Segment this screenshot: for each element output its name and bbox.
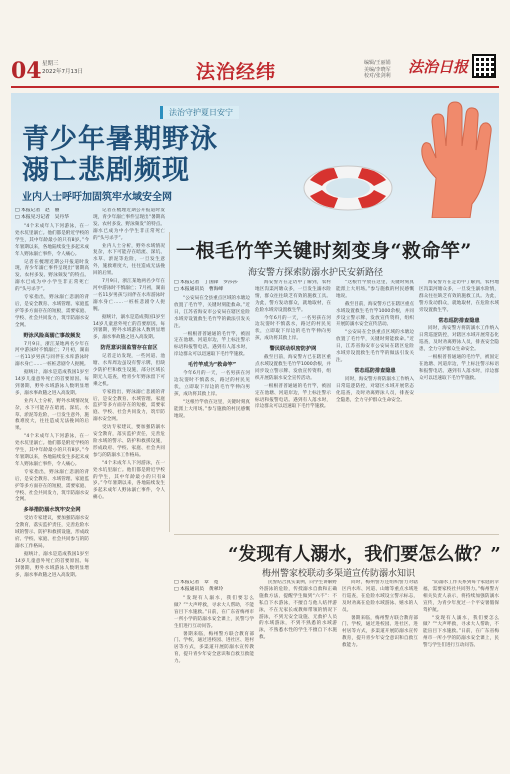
editor-credits (364, 60, 391, 80)
main-subheadline: 业内人士呼吁加固筑牢水域安全网 (22, 192, 172, 203)
column-banner: 法治守护夏日安宁 (160, 106, 239, 119)
paragraph: 记者在梳理近期公开报道时发现，青少年溺亡事件呈现出“暑期高发、农村多发、野泳频发”的特点。溺水已成为中小学生非正常死亡的“头号杀手”。 (15, 259, 89, 293)
subheading: 警民联动织密防护网 (269, 346, 317, 353)
paragraph: 暑期来临，梅州警方联合教育部门、学校，通过进校园、进社区、进村居等方式，多渠道开展防溺水宣传教育，提升青少年安全意识和自救互救能力。 (174, 631, 254, 665)
article2-byline (174, 280, 250, 293)
header-divider (11, 86, 499, 88)
paragraph: 暑期来临，梅州警方联合教育部门、学校，通过进校园、进社区、进村居等方式，多渠道开展防溺水宣传教育，提升青少年安全意识和自救互救能力。 (342, 615, 418, 649)
article3-byline (174, 580, 254, 593)
issue-date (42, 60, 83, 76)
masthead-logo: 法治日报 (408, 58, 469, 76)
paragraph: 7月9日，浙江某地两名少年在河中游泳时不慎溺亡；7月初，湖南一名11岁男孩与同伴在水库游泳时溺水身亡……一桩桩悲剧令人扼腕。 (93, 279, 165, 312)
editor-line: 编辑/王丽娟 (364, 60, 391, 66)
byline-correspondent: □ 本报通讯员 黄翠玲 (174, 586, 224, 592)
paragraph: 专家指出，野泳溺亡悲剧的背后，是安全教育、水域管理、家庭监护等多方面存在的短板，需要家庭、学校、社会共同发力，筑牢防溺水安全网。 (93, 389, 165, 423)
paragraph: 一根根普普通通的毛竹竿，被固定在池塘、河道岸边，竿上标注警示标语和报警电话。遇到有人落水时，岸边群众可以迅速取下毛竹竿施救。 (174, 331, 250, 358)
article3-headline: “发现有人溺水，我们要怎么做？” (228, 544, 501, 565)
article3-subheadline: 梅州警家校联动多渠道宣传防溺水知识 (262, 569, 416, 579)
subheading: 毛竹竿成为“救命竿” (187, 362, 237, 369)
paragraph: “发现有人溺水，我们要怎么做？”“大声呼救，寻求大人帮助，不能盲目下水施救。”日前，在广东省梅州市一所小学的防溺水安全课上，民警与学生们进行互动问答。 (174, 596, 254, 629)
paragraph: “这根竹竿放在这里，关键时刻真能派上大用场。”参与施救的村民感慨地说。 (174, 399, 250, 419)
paragraph: “这根竹竿放在这里，关键时刻真能派上大用场。”参与施救的村民感慨地说。 (336, 280, 414, 299)
paragraph: 据统计，溺水是造成我国1岁至14岁儿童意外死亡的首要原因。每到暑期，野外水域游泳人数明显增多，溺水事故随之进入高发期。 (15, 370, 89, 396)
article1-column-1 (15, 208, 89, 768)
weekday: 星期三 (42, 61, 59, 67)
qr-code-icon (472, 54, 496, 78)
subheading: 常态巡防排查隐患 (438, 317, 480, 324)
paragraph: 民警结合真实案例，向学生讲解野外游泳的危险，传授溺水自救和正确施救方法，提醒学生做到“六不”：不私自下水游泳，不擅自与他人结伴游泳，不在无家长或教师带领的情况下游泳，不到无安全设施、无救护人员的水域游泳，不到不熟悉的水域游泳，不熟悉水性的学生不擅自下水施救。 (259, 580, 337, 641)
paragraph: 同时，海安警方将防溺水工作纳入日常巡逻防控，对辖区水域开展常态化巡查，及时劝离野泳人员，排查安全隐患，全力守护群众生命安全。 (419, 326, 499, 353)
reaching-hand-icon (410, 100, 494, 218)
paragraph: “4个未成年人下河游泳，在一处水坑里溺亡。他们都是附近学校的学生，其中年龄最小的只有8岁。”今年暑期以来，各地陆续发生多起未成年人野泳溺亡事件，令人痛心。 (15, 224, 89, 257)
subheading: 野泳风险高溺亡事故频发 (23, 332, 81, 339)
paragraph: “4个未成年人下河游泳，在一处水坑里溺亡。他们都是附近学校的学生，其中年龄最小的只有8岁。”今年暑期以来，各地陆续发生多起未成年人野泳溺亡事件，令人痛心。 (15, 434, 89, 467)
paragraph: 海安警方在走访中了解到，农村地区沟渠河塘众多，一旦发生溺水险情，群众往往缺乏有效的施救工具。为此，警方发动群众，就地取材，在危险水域旁设置救生竿。 (419, 280, 499, 313)
article3-column-3 (342, 580, 418, 768)
paragraph: 记者走访发现，一些河道、池塘、水库周边虽设有警示牌，但缺少防护栏和救生设施，部分区域长期无人巡查，给青少年野泳留下可乘之机。 (93, 354, 165, 387)
article2-headline: 一根毛竹竿关键时刻变身“救命竿” (176, 240, 472, 262)
byline-correspondent: □ 本报通讯员 曹海峰 (174, 286, 224, 292)
byline-reporter: □ 本报记者 丁国锋 罗莎莎 (174, 280, 238, 285)
article1-column-2 (93, 208, 165, 563)
article3-column-1 (174, 580, 254, 768)
paragraph: “公安局在全县重点区域的水塘边放置了毛竹竿，关键时刻能救命。”近日，江苏省海安市公安局在辖区危险水域旁设置救生毛竹竿的做法引发关注。 (336, 330, 414, 363)
paragraph: 受访专家建议，要加强防溺水安全教育，落实监护责任，完善危险水域的警示、防护和救援设施，形成政府、学校、家庭、社会共同参与的防溺水工作格局。 (15, 516, 89, 549)
column-divider (169, 232, 170, 532)
life-buoy-icon (300, 158, 396, 218)
paragraph: 一根根普普通通的毛竹竿，被固定在池塘、河道岸边，竿上标注警示标语和报警电话。遇到有人落水时，岸边群众可以迅速取下毛竹竿施救。 (255, 383, 331, 410)
paragraph: 专家指出，野泳溺亡悲剧的背后，是安全教育、水域管理、家庭监护等多方面存在的短板，需要家庭、学校、社会共同发力，筑牢防溺水安全网。 (15, 295, 89, 328)
page-header (0, 0, 510, 96)
paragraph: 据统计，溺水是造成我国1岁至14岁儿童意外死亡的首要原因。每到暑期，野外水域游泳人数明显增多，溺水事故随之进入高发期。 (15, 551, 89, 578)
paragraph: 记者在梳理近期公开报道时发现，青少年溺亡事件呈现出“暑期高发、农村多发、野泳频发”的特点。溺水已成为中小学生非正常死亡的“头号杀手”。 (93, 208, 165, 241)
byline-reporter: □ 本报记者 赵 丽 (15, 208, 60, 213)
article2-column-1 (174, 280, 250, 530)
article2-column-2 (255, 280, 331, 530)
article3-column-2 (259, 580, 337, 768)
article1-byline (15, 208, 89, 221)
subheading: 多举措防溺水筑牢安全网 (23, 507, 81, 514)
designer-line: 美编/李晓军 (364, 66, 391, 73)
paragraph: “发现有人溺水，我们要怎么做？”“大声呼救，寻求大人帮助，不能盲目下水施救。”日前，在广东省梅州市一所小学的防溺水安全课上，民警与学生们进行互动问答。 (423, 615, 499, 649)
article2-column-4 (419, 280, 499, 530)
section-title: 法治经纬 (196, 61, 277, 83)
article2-subheadline: 海安警方探索防溺水护民安新路径 (248, 268, 384, 278)
paragraph: “防溺水工作关系到每个家庭的幸福，需要家校社共同努力。”梅州警方相关负责人表示，将持续加强防溺水宣传，为青少年度过一个平安暑假保驾护航。 (423, 580, 499, 613)
paragraph: 业内人士分析，野外水域情况复杂，水下可能存在暗流、深坑、水草、淤泥等危险，一旦发生意外，施救难度大，往往造成无法挽回的后果。 (93, 243, 165, 277)
paragraph: 一根根普普通通的毛竹竿，被固定在池塘、河道岸边，竿上标注警示标语和报警电话。遇到有人落水时，岸边群众可以迅速取下毛竹竿施救。 (419, 355, 499, 381)
paragraph: “公安局在全县重点区域的水塘边放置了毛竹竿，关键时刻能救命。”近日，江苏省海安市公安局在辖区危险水域旁设置救生毛竹竿的做法引发关注。 (174, 296, 250, 329)
paragraph: 专家指出，野泳溺亡悲剧的背后，是安全教育、水域管理、家庭监护等多方面存在的短板，需要家庭、学校、社会共同发力，筑牢防溺水安全网。 (15, 469, 89, 503)
byline-reporter: □ 本报记者 章 宽 (174, 580, 219, 585)
paragraph: 受访专家建议，要加强防溺水安全教育，落实监护责任，完善危险水域的警示、防护和救援设施，形成政府、学校、家庭、社会共同参与的防溺水工作格局。 (93, 425, 165, 458)
paragraph: 业内人士分析，野外水域情况复杂，水下可能存在暗流、深坑、水草、淤泥等危险，一旦发生意外，施救难度大，往往造成无法挽回的后果。 (15, 398, 89, 432)
headline-line-1: 青少年暑期野泳 (22, 124, 218, 155)
article2-column-3 (336, 280, 414, 530)
paragraph: 同时，梅州警方还组织警力对辖区内水库、河道、山塘等重点水域进行巡查，在危险水域设立警示标志，及时劝离在危险水域游泳、嬉水的人员。 (342, 580, 418, 613)
paragraph: 今年6月的一天，一名男孩在河边玩耍时不慎落水，路过的村民见状，立即取下岸边的毛竹竿伸向男孩，成功将其救上岸。 (174, 371, 250, 397)
paragraph: 据统计，溺水是造成我国1岁至14岁儿童意外死亡的首要原因。每到暑期，野外水域游泳人数明显增多，溺水事故随之进入高发期。 (93, 314, 165, 341)
article3-column-4 (423, 580, 499, 768)
paragraph: 同时，海安警方将防溺水工作纳入日常巡逻防控，对辖区水域开展常态化巡查，及时劝离野泳人员，排查安全隐患，全力守护群众生命安全。 (336, 376, 414, 403)
headline-line-2: 溺亡悲剧频现 (22, 155, 190, 186)
paragraph: 今年6月的一天，一名男孩在河边玩耍时不慎落水，路过的村民见状，立即取下岸边的毛竹竿伸向男孩，成功将其救上岸。 (255, 315, 331, 342)
paragraph: 7月9日，浙江某地两名少年在河中游泳时不慎溺亡；7月初，湖南一名11岁男孩与同伴在水库游泳时溺水身亡……一桩桩悲剧令人扼腕。 (15, 341, 89, 368)
page-number: 04 (11, 58, 42, 84)
subheading: 常态巡防排查隐患 (354, 367, 396, 374)
paragraph: 海安警方在走访中了解到，农村地区沟渠河塘众多，一旦发生溺水险情，群众往往缺乏有效的施救工具。为此，警方发动群众，就地取材，在危险水域旁设置救生竿。 (255, 280, 331, 313)
section-divider (174, 534, 499, 535)
paragraph: 截至目前，海安警方已在辖区重点水域设置救生毛竹竿1000余根，并同步设立警示牌、发放宣传资料，组织开展防溺水安全宣传活动。 (255, 355, 331, 381)
byline-trainee: □ 本报见习记者 吴丹华 (15, 214, 70, 220)
date: 2022年7月13日 (42, 69, 83, 75)
subheading: 防范意识弱监管存在盲区 (100, 345, 158, 352)
main-headline (22, 124, 218, 186)
paragraph: 截至目前，海安警方已在辖区重点水域设置救生毛竹竿1000余根，并同步设立警示牌、发放宣传资料，组织开展防溺水安全宣传活动。 (336, 301, 414, 328)
paragraph: “4个未成年人下河游泳，在一处水坑里溺亡。他们都是附近学校的学生，其中年龄最小的只有8岁。”今年暑期以来，各地陆续发生多起未成年人野泳溺亡事件，令人痛心。 (93, 460, 165, 501)
proofreader-line: 校对/张剑利 (364, 73, 391, 79)
